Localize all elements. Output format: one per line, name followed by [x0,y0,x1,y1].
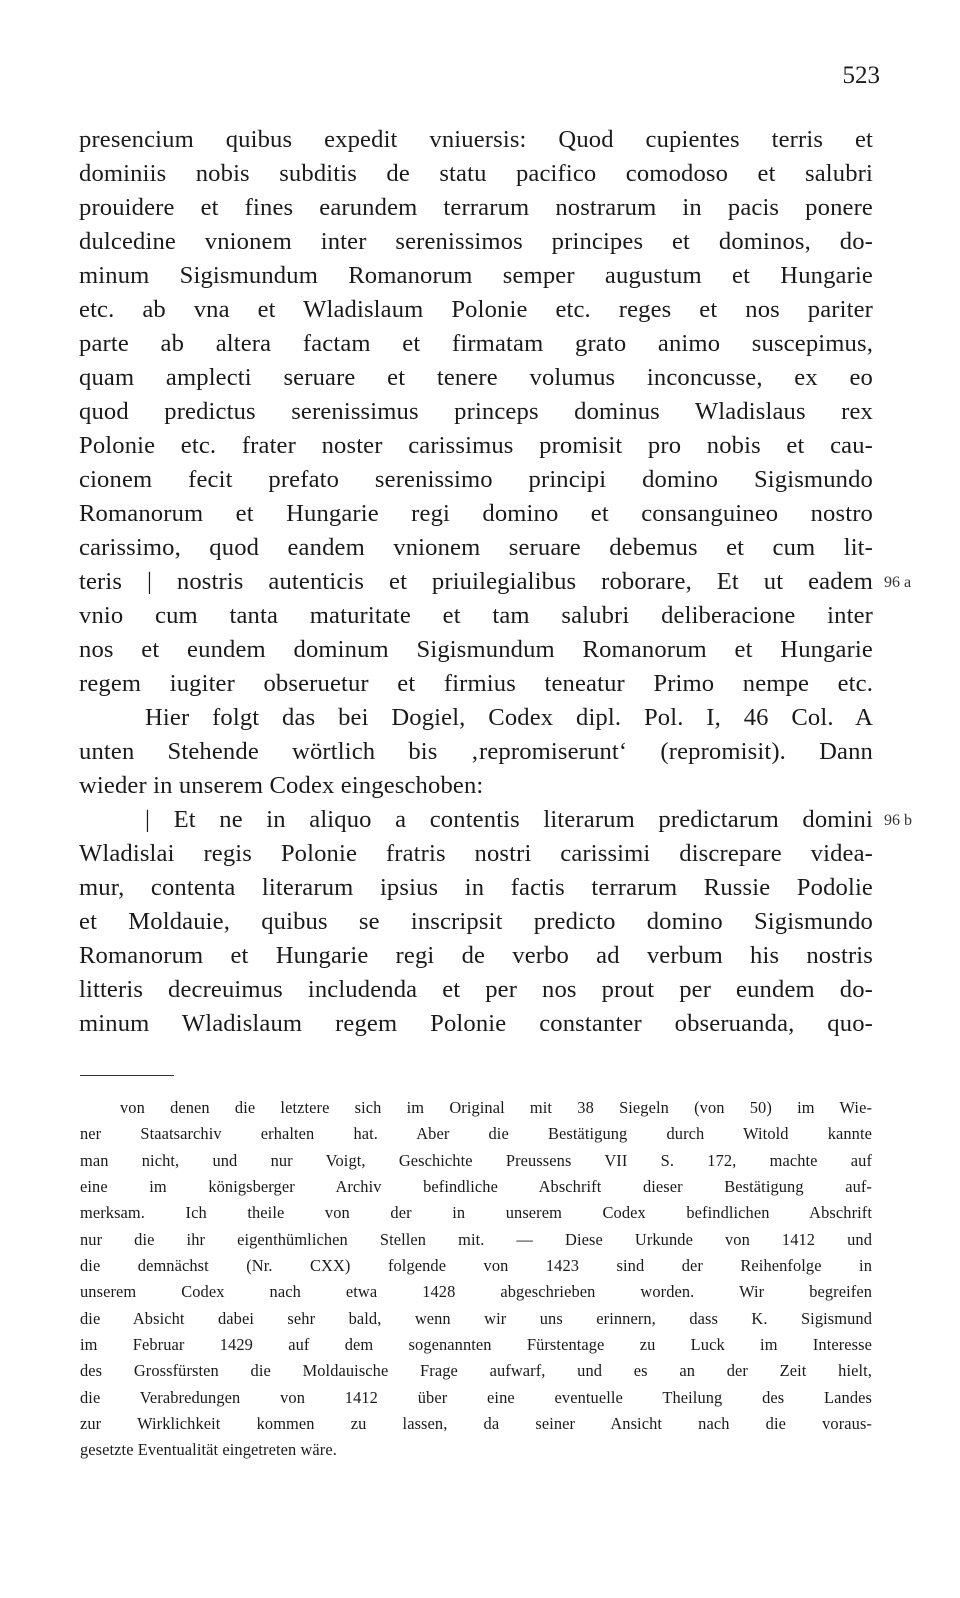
footnote-line: die Verabredungen von 1412 über eine eventuelle Theilung des Landes [80,1388,872,1407]
footnote-line: die demnächst (Nr. CXX) folgende von 1423 sind der Reihenfolge in [80,1256,872,1275]
text-line: wieder in unserem Codex eingeschoben: [79,772,484,799]
footnote-line: des Grossfürsten die Moldauische Frage aufwarf, und es an der Zeit hielt, [80,1361,872,1380]
text-line: dulcedine vnionem inter serenissimos principes et dominos, do- [79,228,873,255]
footnote-line: ner Staatsarchiv erhalten hat. Aber die Bestätigung durch Witold kannte [80,1124,872,1143]
footnote-line: eine im königsberger Archiv befindliche Abschrift dieser Bestätigung auf- [80,1177,872,1196]
footnote-line: gesetzte Eventualität eingetreten wäre. [80,1440,337,1459]
page-number: 523 [842,62,880,89]
text-line: quod predictus serenissimus princeps dominus Wladislaus rex [79,398,873,425]
footnote-line: im Februar 1429 auf dem sogenannten Fürstentage zu Luck im Interesse [80,1335,872,1354]
text-line: dominiis nobis subditis de statu pacifico comodoso et salubri [79,160,873,187]
text-line: prouidere et fines earundem terrarum nostrarum in pacis ponere [79,194,873,221]
text-line: regem iugiter obseruetur et firmius teneatur Primo nempe etc. [79,670,873,697]
footnote-line: man nicht, und nur Voigt, Geschichte Preussens VII S. 172, machte auf [80,1151,872,1170]
text-line: litteris decreuimus includenda et per nos prout per eundem do- [79,976,873,1003]
text-line: mur, contenta literarum ipsius in factis terrarum Russie Podolie [79,874,873,901]
text-line: unten Stehende wörtlich bis ‚repromiserunt‘ (repromisit). Dann [79,738,873,765]
text-line: carissimo, quod eandem vnionem seruare debemus et cum lit- [79,534,873,561]
footnote-rule [80,1075,174,1076]
text-line: minum Sigismundum Romanorum semper augustum et Hungarie [79,262,873,289]
text-line: quam amplecti seruare et tenere volumus inconcusse, ex eo [79,364,873,391]
margin-note-96b: 96 b [884,812,912,829]
footnote-line: unserem Codex nach etwa 1428 abgeschrieben worden. Wir begreifen [80,1282,872,1301]
footnote-line: zur Wirklichkeit kommen zu lassen, da seiner Ansicht nach die voraus- [80,1414,872,1433]
text-line: Wladislai regis Polonie fratris nostri carissimi discrepare videa- [79,840,873,867]
text-line: vnio cum tanta maturitate et tam salubri deliberacione inter [79,602,873,629]
text-line: etc. ab vna et Wladislaum Polonie etc. reges et nos pariter [79,296,873,323]
text-line: presencium quibus expedit vniuersis: Quod cupientes terris et [79,126,873,153]
margin-note-96a: 96 a [884,574,912,591]
text-line: Romanorum et Hungarie regi de verbo ad verbum his nostris [79,942,873,969]
text-line: | Et ne in aliquo a contentis literarum predictarum domini [145,806,873,833]
footnote-line: merksam. Ich theile von der in unserem Codex befindlichen Abschrift [80,1203,872,1222]
text-line: nos et eundem dominum Sigismundum Romanorum et Hungarie [79,636,873,663]
text-line: et Moldauie, quibus se inscripsit predicto domino Sigismundo [79,908,873,935]
footnote-line: von denen die letztere sich im Original mit 38 Siegeln (von 50) im Wie- [120,1098,872,1117]
text-line: Romanorum et Hungarie regi domino et consanguineo nostro [79,500,873,527]
text-line: minum Wladislaum regem Polonie constanter obseruanda, quo- [79,1010,873,1037]
footnote-line: nur die ihr eigenthümlichen Stellen mit. — Diese Urkunde von 1412 und [80,1230,872,1249]
text-line: Hier folgt das bei Dogiel, Codex dipl. Pol. I, 46 Col. A [145,704,873,731]
text-line: cionem fecit prefato serenissimo principi domino Sigismundo [79,466,873,493]
text-line: teris | nostris autenticis et priuilegialibus roborare, Et ut eadem [79,568,873,595]
footnote-line: die Absicht dabei sehr bald, wenn wir uns erinnern, dass K. Sigismund [80,1309,872,1328]
text-line: Polonie etc. frater noster carissimus promisit pro nobis et cau- [79,432,873,459]
text-line: parte ab altera factam et firmatam grato animo suscepimus, [79,330,873,357]
